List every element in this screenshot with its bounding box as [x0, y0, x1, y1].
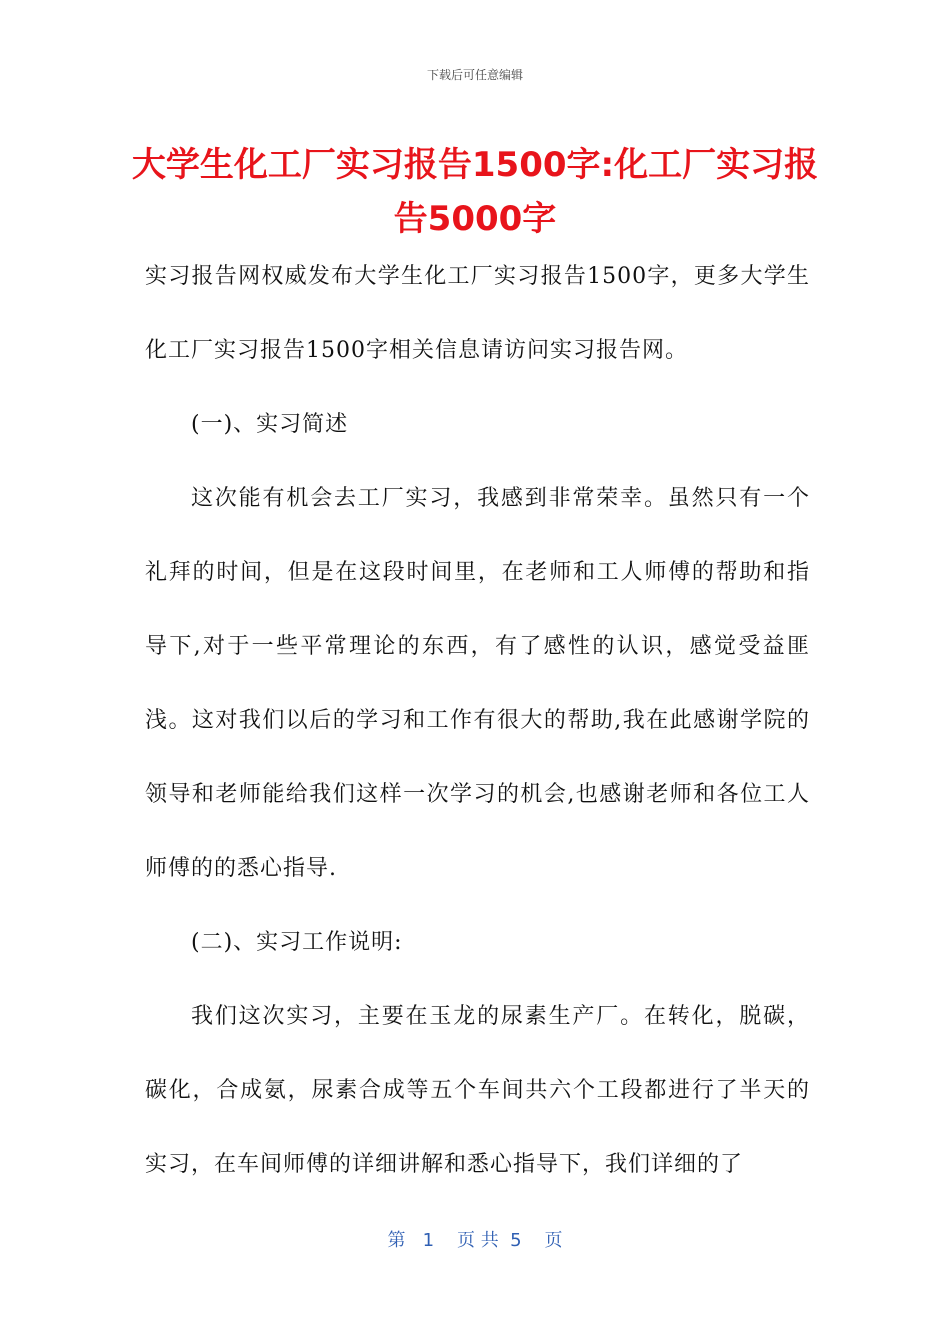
header-note: 下载后可任意编辑 [426, 68, 523, 82]
paragraph-work: 我们这次实习，主要在玉龙的尿素生产厂。在转化，脱碳，碳化，合成氨，尿素合成等五个车间共六个工段都进行了半天的实习，在车间师傅的详细讲解和悉心指导下，我们详细的了 [145, 1004, 810, 1177]
section-heading-2: (二)、实习工作说明: [191, 930, 403, 955]
paragraph-intro: 实习报告网权威发布大学生化工厂实习报告1500字，更多大学生化工厂实习报告1500字相关信息请访问实习报告网。 [145, 264, 810, 363]
paragraph-summary: 这次能有机会去工厂实习，我感到非常荣幸。虽然只有一个礼拜的时间，但是在这段时间里，在老师和工人师傅的帮助和指导下,对于一些平常理论的东西，有了感性的认识，感觉受益匪浅。这对我们以后的学习和工作有很大的帮助,我在此感谢学院的领导和老师能给我们这样一次学习的机会,也感谢老师和各位工人师傅的的悉心指导. [145, 486, 810, 881]
page-number-footer: 第 1 页 共 5 页 [387, 1230, 563, 1251]
document-body [145, 240, 810, 1202]
section-heading-1: (一)、实习简述 [191, 412, 349, 437]
document-title: 大学生化工厂实习报告1500字:化工厂实习报告5000字 [131, 145, 819, 239]
